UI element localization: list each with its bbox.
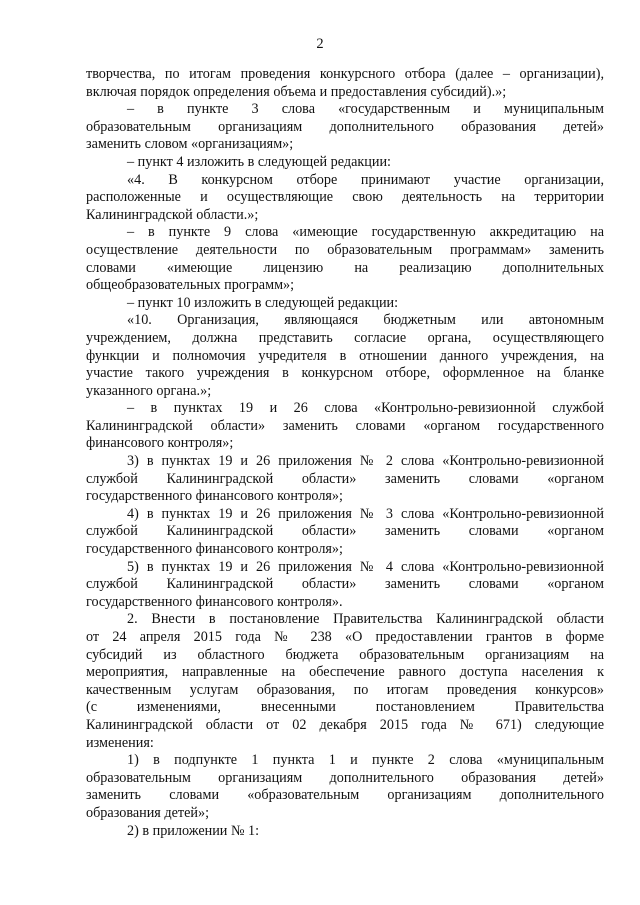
text-line: 3) в пунктах 19 и 26 приложения № 2 слова «Контрольно-ревизионной (127, 453, 604, 470)
text-line: учреждением, должна представить согласие органа, осуществляющего (86, 329, 604, 346)
text-line: от 24 апреля 2015 года № 238 «О предоставлении грантов в форме (86, 629, 604, 645)
text-line: – в пункте 3 слова «государственным и муниципальным (127, 101, 604, 118)
text-line: качественным услугам образования, по итогам проведения конкурсов» (86, 681, 604, 698)
text-line: включая порядок определения объема и предоставления субсидий).»; (86, 83, 507, 100)
text-line: образования детей»; (86, 804, 210, 821)
text-line: участие такого учреждения в конкурсном отборе, оформленное на бланке (86, 365, 604, 382)
text-line: «4. В конкурсном отборе принимают участие организации, (127, 171, 604, 188)
text-line: творчества, по итогам проведения конкурсного отбора (далее – организации), (86, 66, 604, 82)
text-line: изменения: (86, 734, 154, 751)
text-line: образовательным организациям дополнительного образования детей» (86, 118, 604, 135)
text-line: общеобразовательных программ»; (86, 277, 295, 294)
text-line: государственного финансового контроля». (86, 593, 343, 610)
text-line: Калининградской области от 02 декабря 2015 года № 671) следующие (86, 716, 604, 733)
text-line: 2. Внести в постановление Правительства Калининградской области (127, 611, 604, 628)
text-line: словами «имеющие лицензию на реализацию дополнительных (86, 259, 604, 276)
text-line: «10. Организация, являющаяся бюджетным или автономным (127, 312, 604, 329)
text-line: 4) в пунктах 19 и 26 приложения № 3 слова «Контрольно-ревизионной (127, 505, 604, 522)
document-body (86, 66, 604, 840)
text-line: 5) в пунктах 19 и 26 приложения № 4 слова «Контрольно-ревизионной (127, 558, 604, 575)
text-line: финансового контроля»; (86, 435, 234, 452)
text-line: мероприятия, направленные на обеспечение равного доступа населения к (86, 664, 604, 681)
text-line: указанного органа.»; (86, 382, 212, 399)
text-line: заменить словами «образовательным организациям дополнительного (86, 787, 604, 804)
text-line: 1) в подпункте 1 пункта 1 и пункте 2 слова «муниципальным (127, 752, 604, 769)
text-line: – пункт 10 изложить в следующей редакции: (127, 294, 399, 311)
text-line: службой Калининградской области» заменить словами «органом (86, 576, 604, 593)
text-line: – в пункте 9 слова «имеющие государственную аккредитацию на (127, 224, 604, 241)
page-number: 2 (316, 36, 324, 52)
text-line: службой Калининградской области» заменить словами «органом (86, 470, 604, 487)
text-line: – в пунктах 19 и 26 слова «Контрольно-ревизионной службой (127, 400, 604, 417)
text-line: государственного финансового контроля»; (86, 488, 343, 505)
text-line: – пункт 4 изложить в следующей редакции: (127, 153, 391, 170)
text-line: 2) в приложении № 1: (127, 822, 260, 839)
text-line: Калининградской области» заменить словами «органом государственного (86, 417, 604, 434)
text-line: осуществление деятельности по образовательным программам» заменить (86, 241, 604, 258)
text-line: государственного финансового контроля»; (86, 541, 343, 558)
text-line: расположенные и осуществляющие свою деятельность на территории (86, 189, 604, 206)
text-line: Калининградской области.»; (86, 206, 259, 223)
text-line: заменить словом «организациям»; (86, 136, 294, 153)
text-line: образовательным организациям дополнительного образования детей» (86, 769, 604, 786)
text-line: (с изменениями, внесенными постановлением Правительства (86, 699, 604, 716)
text-line: функции и полномочия учредителя в отношении данного учреждения, на (86, 347, 604, 364)
text-line: субсидий из областного бюджета образовательным организациям на (86, 646, 604, 663)
text-line: службой Калининградской области» заменить словами «органом (86, 523, 604, 540)
